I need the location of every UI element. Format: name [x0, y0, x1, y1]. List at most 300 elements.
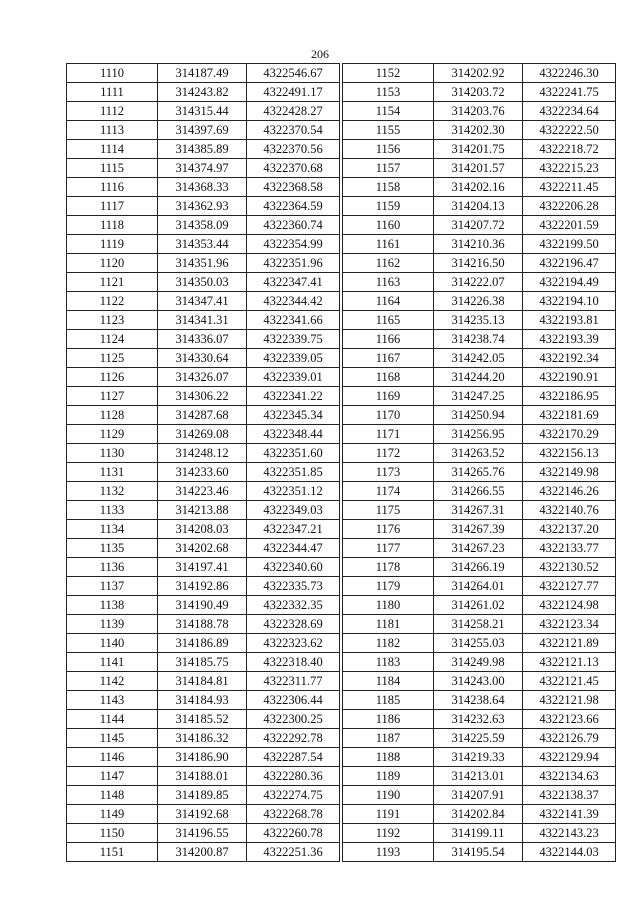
- point-number-cell: 1153: [343, 83, 434, 102]
- table-row: [67, 368, 340, 387]
- point-number-cell: 1169: [343, 387, 434, 406]
- x-coordinate-cell: 314202.16: [434, 178, 523, 197]
- x-coordinate-cell: 314351.96: [158, 254, 247, 273]
- point-number-cell: 1114: [67, 140, 158, 159]
- point-number-cell: 1116: [67, 178, 158, 197]
- y-coordinate-cell: 4322137.20: [523, 520, 616, 539]
- table-row: [343, 634, 616, 653]
- point-number-cell: 1165: [343, 311, 434, 330]
- y-coordinate-cell: 4322156.13: [523, 444, 616, 463]
- table-row: [67, 349, 340, 368]
- x-coordinate-cell: 314186.32: [158, 729, 247, 748]
- point-number-cell: 1151: [67, 843, 158, 862]
- y-coordinate-cell: 4322211.45: [523, 178, 616, 197]
- y-coordinate-cell: 4322246.30: [523, 64, 616, 83]
- x-coordinate-cell: 314233.60: [158, 463, 247, 482]
- table-row: [343, 349, 616, 368]
- y-coordinate-cell: 4322196.47: [523, 254, 616, 273]
- point-number-cell: 1117: [67, 197, 158, 216]
- x-coordinate-cell: 314186.89: [158, 634, 247, 653]
- y-coordinate-cell: 4322300.25: [247, 710, 340, 729]
- point-number-cell: 1141: [67, 653, 158, 672]
- table-row: [343, 767, 616, 786]
- y-coordinate-cell: 4322130.52: [523, 558, 616, 577]
- x-coordinate-cell: 314207.91: [434, 786, 523, 805]
- y-coordinate-cell: 4322143.23: [523, 824, 616, 843]
- x-coordinate-cell: 314306.22: [158, 387, 247, 406]
- table-row: [67, 159, 340, 178]
- x-coordinate-cell: 314350.03: [158, 273, 247, 292]
- y-coordinate-cell: 4322364.59: [247, 197, 340, 216]
- table-row: [343, 786, 616, 805]
- x-coordinate-cell: 314190.49: [158, 596, 247, 615]
- table-row: [67, 539, 340, 558]
- point-number-cell: 1145: [67, 729, 158, 748]
- point-number-cell: 1134: [67, 520, 158, 539]
- x-coordinate-cell: 314243.82: [158, 83, 247, 102]
- table-row: [67, 121, 340, 140]
- table-row: [67, 406, 340, 425]
- point-number-cell: 1138: [67, 596, 158, 615]
- table-row: [67, 805, 340, 824]
- point-number-cell: 1131: [67, 463, 158, 482]
- point-number-cell: 1159: [343, 197, 434, 216]
- x-coordinate-cell: 314267.39: [434, 520, 523, 539]
- table-row: [67, 482, 340, 501]
- x-coordinate-cell: 314326.07: [158, 368, 247, 387]
- x-coordinate-cell: 314222.07: [434, 273, 523, 292]
- x-coordinate-cell: 314242.05: [434, 349, 523, 368]
- table-row: [67, 216, 340, 235]
- x-coordinate-cell: 314353.44: [158, 235, 247, 254]
- y-coordinate-cell: 4322360.74: [247, 216, 340, 235]
- table-row: [67, 501, 340, 520]
- y-coordinate-cell: 4322280.36: [247, 767, 340, 786]
- point-number-cell: 1158: [343, 178, 434, 197]
- y-coordinate-cell: 4322306.44: [247, 691, 340, 710]
- y-coordinate-cell: 4322222.50: [523, 121, 616, 140]
- y-coordinate-cell: 4322428.27: [247, 102, 340, 121]
- x-coordinate-cell: 314336.07: [158, 330, 247, 349]
- y-coordinate-cell: 4322328.69: [247, 615, 340, 634]
- x-coordinate-cell: 314385.89: [158, 140, 247, 159]
- y-coordinate-cell: 4322339.05: [247, 349, 340, 368]
- point-number-cell: 1118: [67, 216, 158, 235]
- x-coordinate-cell: 314266.19: [434, 558, 523, 577]
- point-number-cell: 1160: [343, 216, 434, 235]
- table-row: [67, 292, 340, 311]
- point-number-cell: 1178: [343, 558, 434, 577]
- y-coordinate-cell: 4322323.62: [247, 634, 340, 653]
- point-number-cell: 1188: [343, 748, 434, 767]
- y-coordinate-cell: 4322341.22: [247, 387, 340, 406]
- point-number-cell: 1183: [343, 653, 434, 672]
- x-coordinate-cell: 314258.21: [434, 615, 523, 634]
- x-coordinate-cell: 314208.03: [158, 520, 247, 539]
- table-row: [67, 64, 340, 83]
- point-number-cell: 1120: [67, 254, 158, 273]
- table-row: [343, 216, 616, 235]
- point-number-cell: 1171: [343, 425, 434, 444]
- x-coordinate-cell: 314188.01: [158, 767, 247, 786]
- point-number-cell: 1142: [67, 672, 158, 691]
- y-coordinate-cell: 4322123.34: [523, 615, 616, 634]
- table-row: [343, 387, 616, 406]
- point-number-cell: 1143: [67, 691, 158, 710]
- x-coordinate-cell: 314247.25: [434, 387, 523, 406]
- y-coordinate-cell: 4322134.63: [523, 767, 616, 786]
- point-number-cell: 1162: [343, 254, 434, 273]
- x-coordinate-cell: 314201.57: [434, 159, 523, 178]
- table-row: [343, 482, 616, 501]
- point-number-cell: 1170: [343, 406, 434, 425]
- y-coordinate-cell: 4322138.37: [523, 786, 616, 805]
- point-number-cell: 1180: [343, 596, 434, 615]
- table-row: [67, 254, 340, 273]
- point-number-cell: 1121: [67, 273, 158, 292]
- table-row: [343, 292, 616, 311]
- point-number-cell: 1150: [67, 824, 158, 843]
- table-row: [343, 691, 616, 710]
- y-coordinate-cell: 4322124.98: [523, 596, 616, 615]
- x-coordinate-cell: 314330.64: [158, 349, 247, 368]
- y-coordinate-cell: 4322287.54: [247, 748, 340, 767]
- y-coordinate-cell: 4322351.96: [247, 254, 340, 273]
- point-number-cell: 1192: [343, 824, 434, 843]
- x-coordinate-cell: 314202.84: [434, 805, 523, 824]
- table-row: [67, 558, 340, 577]
- point-number-cell: 1132: [67, 482, 158, 501]
- x-coordinate-cell: 314243.00: [434, 672, 523, 691]
- y-coordinate-cell: 4322370.56: [247, 140, 340, 159]
- x-coordinate-cell: 314207.72: [434, 216, 523, 235]
- y-coordinate-cell: 4322344.47: [247, 539, 340, 558]
- y-coordinate-cell: 4322121.13: [523, 653, 616, 672]
- y-coordinate-cell: 4322141.39: [523, 805, 616, 824]
- table-row: [67, 178, 340, 197]
- y-coordinate-cell: 4322194.10: [523, 292, 616, 311]
- x-coordinate-cell: 314216.50: [434, 254, 523, 273]
- table-row: [343, 425, 616, 444]
- point-number-cell: 1152: [343, 64, 434, 83]
- point-number-cell: 1172: [343, 444, 434, 463]
- y-coordinate-cell: 4322370.54: [247, 121, 340, 140]
- x-coordinate-cell: 314267.31: [434, 501, 523, 520]
- table-row: [343, 64, 616, 83]
- table-row: [67, 425, 340, 444]
- point-number-cell: 1185: [343, 691, 434, 710]
- point-number-cell: 1137: [67, 577, 158, 596]
- y-coordinate-cell: 4322318.40: [247, 653, 340, 672]
- point-number-cell: 1190: [343, 786, 434, 805]
- y-coordinate-cell: 4322192.34: [523, 349, 616, 368]
- left-coordinates-table: [66, 63, 339, 862]
- point-number-cell: 1115: [67, 159, 158, 178]
- table-row: [343, 102, 616, 121]
- table-row: [343, 653, 616, 672]
- table-row: [343, 197, 616, 216]
- x-coordinate-cell: 314287.68: [158, 406, 247, 425]
- x-coordinate-cell: 314341.31: [158, 311, 247, 330]
- table-row: [67, 273, 340, 292]
- point-number-cell: 1164: [343, 292, 434, 311]
- table-row: [67, 824, 340, 843]
- y-coordinate-cell: 4322126.79: [523, 729, 616, 748]
- x-coordinate-cell: 314232.63: [434, 710, 523, 729]
- table-row: [67, 615, 340, 634]
- x-coordinate-cell: 314249.98: [434, 653, 523, 672]
- page-number: 206: [311, 47, 329, 61]
- point-number-cell: 1191: [343, 805, 434, 824]
- point-number-cell: 1129: [67, 425, 158, 444]
- table-row: [343, 368, 616, 387]
- table-row: [343, 805, 616, 824]
- table-row: [343, 159, 616, 178]
- table-row: [343, 178, 616, 197]
- y-coordinate-cell: 4322186.95: [523, 387, 616, 406]
- table-row: [67, 311, 340, 330]
- y-coordinate-cell: 4322339.75: [247, 330, 340, 349]
- table-row: [343, 824, 616, 843]
- y-coordinate-cell: 4322340.60: [247, 558, 340, 577]
- y-coordinate-cell: 4322491.17: [247, 83, 340, 102]
- x-coordinate-cell: 314196.55: [158, 824, 247, 843]
- x-coordinate-cell: 314184.93: [158, 691, 247, 710]
- y-coordinate-cell: 4322193.81: [523, 311, 616, 330]
- point-number-cell: 1112: [67, 102, 158, 121]
- x-coordinate-cell: 314358.09: [158, 216, 247, 235]
- coordinates-table: [66, 63, 340, 862]
- table-row: [343, 121, 616, 140]
- x-coordinate-cell: 314195.54: [434, 843, 523, 862]
- coordinates-table: [342, 63, 616, 862]
- x-coordinate-cell: 314347.41: [158, 292, 247, 311]
- y-coordinate-cell: 4322348.44: [247, 425, 340, 444]
- x-coordinate-cell: 314186.90: [158, 748, 247, 767]
- point-number-cell: 1110: [67, 64, 158, 83]
- point-number-cell: 1149: [67, 805, 158, 824]
- point-number-cell: 1176: [343, 520, 434, 539]
- x-coordinate-cell: 314200.87: [158, 843, 247, 862]
- y-coordinate-cell: 4322170.29: [523, 425, 616, 444]
- table-row: [67, 197, 340, 216]
- y-coordinate-cell: 4322268.78: [247, 805, 340, 824]
- point-number-cell: 1119: [67, 235, 158, 254]
- y-coordinate-cell: 4322351.85: [247, 463, 340, 482]
- point-number-cell: 1147: [67, 767, 158, 786]
- y-coordinate-cell: 4322218.72: [523, 140, 616, 159]
- point-number-cell: 1130: [67, 444, 158, 463]
- x-coordinate-cell: 314225.59: [434, 729, 523, 748]
- y-coordinate-cell: 4322349.03: [247, 501, 340, 520]
- y-coordinate-cell: 4322332.35: [247, 596, 340, 615]
- y-coordinate-cell: 4322121.89: [523, 634, 616, 653]
- x-coordinate-cell: 314188.78: [158, 615, 247, 634]
- right-coordinates-table: [342, 63, 615, 862]
- table-row: [67, 387, 340, 406]
- y-coordinate-cell: 4322311.77: [247, 672, 340, 691]
- y-coordinate-cell: 4322251.36: [247, 843, 340, 862]
- point-number-cell: 1186: [343, 710, 434, 729]
- table-row: [343, 235, 616, 254]
- y-coordinate-cell: 4322274.75: [247, 786, 340, 805]
- y-coordinate-cell: 4322345.34: [247, 406, 340, 425]
- point-number-cell: 1157: [343, 159, 434, 178]
- point-number-cell: 1140: [67, 634, 158, 653]
- x-coordinate-cell: 314202.30: [434, 121, 523, 140]
- y-coordinate-cell: 4322190.91: [523, 368, 616, 387]
- table-row: [67, 83, 340, 102]
- point-number-cell: 1168: [343, 368, 434, 387]
- point-number-cell: 1177: [343, 539, 434, 558]
- table-row: [67, 463, 340, 482]
- x-coordinate-cell: 314264.01: [434, 577, 523, 596]
- x-coordinate-cell: 314213.88: [158, 501, 247, 520]
- table-row: [67, 748, 340, 767]
- y-coordinate-cell: 4322144.03: [523, 843, 616, 862]
- y-coordinate-cell: 4322347.41: [247, 273, 340, 292]
- x-coordinate-cell: 314250.94: [434, 406, 523, 425]
- table-row: [67, 672, 340, 691]
- point-number-cell: 1133: [67, 501, 158, 520]
- table-row: [343, 254, 616, 273]
- point-number-cell: 1155: [343, 121, 434, 140]
- point-number-cell: 1146: [67, 748, 158, 767]
- x-coordinate-cell: 314197.41: [158, 558, 247, 577]
- x-coordinate-cell: 314374.97: [158, 159, 247, 178]
- point-number-cell: 1127: [67, 387, 158, 406]
- x-coordinate-cell: 314265.76: [434, 463, 523, 482]
- y-coordinate-cell: 4322121.45: [523, 672, 616, 691]
- table-row: [343, 444, 616, 463]
- x-coordinate-cell: 314368.33: [158, 178, 247, 197]
- y-coordinate-cell: 4322347.21: [247, 520, 340, 539]
- table-row: [67, 140, 340, 159]
- x-coordinate-cell: 314248.12: [158, 444, 247, 463]
- point-number-cell: 1135: [67, 539, 158, 558]
- x-coordinate-cell: 314187.49: [158, 64, 247, 83]
- x-coordinate-cell: 314199.11: [434, 824, 523, 843]
- table-row: [67, 330, 340, 349]
- point-number-cell: 1123: [67, 311, 158, 330]
- table-row: [343, 596, 616, 615]
- point-number-cell: 1161: [343, 235, 434, 254]
- table-row: [343, 83, 616, 102]
- x-coordinate-cell: 314203.76: [434, 102, 523, 121]
- point-number-cell: 1125: [67, 349, 158, 368]
- y-coordinate-cell: 4322370.68: [247, 159, 340, 178]
- y-coordinate-cell: 4322140.76: [523, 501, 616, 520]
- table-row: [343, 710, 616, 729]
- y-coordinate-cell: 4322199.50: [523, 235, 616, 254]
- table-row: [343, 311, 616, 330]
- point-number-cell: 1154: [343, 102, 434, 121]
- point-number-cell: 1148: [67, 786, 158, 805]
- x-coordinate-cell: 314184.81: [158, 672, 247, 691]
- x-coordinate-cell: 314266.55: [434, 482, 523, 501]
- point-number-cell: 1163: [343, 273, 434, 292]
- table-row: [67, 596, 340, 615]
- point-number-cell: 1144: [67, 710, 158, 729]
- table-row: [67, 235, 340, 254]
- point-number-cell: 1167: [343, 349, 434, 368]
- table-row: [67, 729, 340, 748]
- x-coordinate-cell: 314315.44: [158, 102, 247, 121]
- table-row: [343, 748, 616, 767]
- y-coordinate-cell: 4322341.66: [247, 311, 340, 330]
- table-row: [67, 102, 340, 121]
- x-coordinate-cell: 314226.38: [434, 292, 523, 311]
- point-number-cell: 1174: [343, 482, 434, 501]
- y-coordinate-cell: 4322206.28: [523, 197, 616, 216]
- table-row: [67, 444, 340, 463]
- x-coordinate-cell: 314219.33: [434, 748, 523, 767]
- table-row: [343, 539, 616, 558]
- point-number-cell: 1193: [343, 843, 434, 862]
- y-coordinate-cell: 4322344.42: [247, 292, 340, 311]
- x-coordinate-cell: 314192.68: [158, 805, 247, 824]
- x-coordinate-cell: 314244.20: [434, 368, 523, 387]
- table-row: [343, 330, 616, 349]
- y-coordinate-cell: 4322123.66: [523, 710, 616, 729]
- y-coordinate-cell: 4322354.99: [247, 235, 340, 254]
- x-coordinate-cell: 314238.74: [434, 330, 523, 349]
- y-coordinate-cell: 4322215.23: [523, 159, 616, 178]
- point-number-cell: 1175: [343, 501, 434, 520]
- table-row: [343, 558, 616, 577]
- table-body: [67, 64, 340, 862]
- y-coordinate-cell: 4322241.75: [523, 83, 616, 102]
- point-number-cell: 1139: [67, 615, 158, 634]
- y-coordinate-cell: 4322201.59: [523, 216, 616, 235]
- table-row: [343, 273, 616, 292]
- x-coordinate-cell: 314263.52: [434, 444, 523, 463]
- x-coordinate-cell: 314210.36: [434, 235, 523, 254]
- point-number-cell: 1111: [67, 83, 158, 102]
- point-number-cell: 1128: [67, 406, 158, 425]
- x-coordinate-cell: 314204.13: [434, 197, 523, 216]
- x-coordinate-cell: 314261.02: [434, 596, 523, 615]
- table-row: [67, 520, 340, 539]
- x-coordinate-cell: 314192.86: [158, 577, 247, 596]
- table-row: [343, 140, 616, 159]
- y-coordinate-cell: 4322351.60: [247, 444, 340, 463]
- point-number-cell: 1136: [67, 558, 158, 577]
- y-coordinate-cell: 4322146.26: [523, 482, 616, 501]
- y-coordinate-cell: 4322292.78: [247, 729, 340, 748]
- x-coordinate-cell: 314185.75: [158, 653, 247, 672]
- x-coordinate-cell: 314202.92: [434, 64, 523, 83]
- y-coordinate-cell: 4322127.77: [523, 577, 616, 596]
- x-coordinate-cell: 314256.95: [434, 425, 523, 444]
- table-row: [67, 767, 340, 786]
- x-coordinate-cell: 314238.64: [434, 691, 523, 710]
- y-coordinate-cell: 4322193.39: [523, 330, 616, 349]
- point-number-cell: 1179: [343, 577, 434, 596]
- x-coordinate-cell: 314397.69: [158, 121, 247, 140]
- x-coordinate-cell: 314189.85: [158, 786, 247, 805]
- y-coordinate-cell: 4322368.58: [247, 178, 340, 197]
- table-row: [343, 729, 616, 748]
- table-row: [343, 672, 616, 691]
- point-number-cell: 1173: [343, 463, 434, 482]
- point-number-cell: 1166: [343, 330, 434, 349]
- y-coordinate-cell: 4322129.94: [523, 748, 616, 767]
- table-row: [343, 615, 616, 634]
- y-coordinate-cell: 4322133.77: [523, 539, 616, 558]
- point-number-cell: 1156: [343, 140, 434, 159]
- point-number-cell: 1182: [343, 634, 434, 653]
